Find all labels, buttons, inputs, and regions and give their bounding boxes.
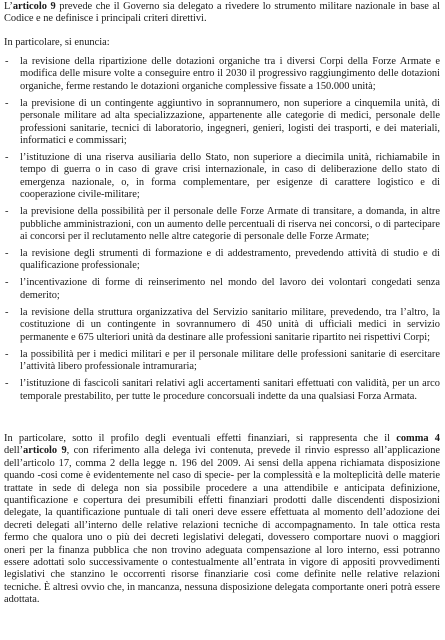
list-item-text: l’istituzione di una riserva ausiliaria dello Stato, non superiore a diecimila unità, richiamabile in tempo di guerra o in caso di grave crisi internazionale, in caso di deliberazione dello stato di emergenza nazionale, o, in forma complementare, per esigenze di carattere logistico e di cooperazione civile-militare; bbox=[20, 152, 440, 201]
closing-comma-ref: comma 4 bbox=[396, 433, 441, 444]
list-item-text: l’incentivazione di forme di reinserimento nel mondo del lavoro dei volontari congedati senza demerito; bbox=[20, 277, 440, 301]
list-item bbox=[4, 56, 440, 93]
list-item bbox=[4, 98, 440, 148]
closing-text-3: , con riferimento alla delega ivi contenuta, prevede il rinvio espresso all’applicazione dell’articolo 17, comma 2 della legge n. 196 del 2009. Ai sensi della appena richiamata disposizione quando -cosi come è evidentemente nel caso di specie- per la complessità e la molteplicità delle materie trattate in sede di delega non sia possibile procedere a una attendibile e anticipata definizione, quantificazione e copertura dei presumibili effetti finanziari prodotti dalle discendenti disposizioni delegate, la quantificazione puntuale di tali oneri deve essere effettuata al momento dell’adozione dei decreti delegati all’interno delle relative relazioni tecniche di accompagnamento. In tale ottica resta fermo che qualora uno o più dei decreti legislativi delegati, dovessero comportare nuovi o maggiori oneri per la finanza pubblica che non trovino adeguata compensazione al loro interno, essi potranno essere adottati solo successivamente o contestualmente all’entrata in vigore di appositi provvedimenti legislativi che stanzino le occorrenti risorse finanziarie così come definite nelle relative relazioni tecniche. È altresì ovvio che, in mancanza, nessuna disposizione delegata comportante oneri potrà essere adottata. bbox=[4, 445, 440, 606]
intro-text: prevede che il Governo sia delegato a rivedere lo strumento militare nazionale in base al Codice e ne definisce i principali criteri direttivi. bbox=[4, 1, 440, 25]
list-item-text: l’istituzione di fascicoli sanitari relativi agli accertamenti sanitari effettuati con validità, per un arco temporale prestabilito, per tutte le procedure concorsuali indette da una qualsiasi Forza Armata. bbox=[20, 378, 440, 402]
closing-paragraph bbox=[4, 433, 440, 607]
bullet-dash: - bbox=[5, 306, 9, 318]
list-item-text: la possibilità per i medici militari e per il personale militare delle professioni sanitarie di esercitare l’attività libero professionale intramuraria; bbox=[20, 348, 440, 373]
bullet-dash: - bbox=[5, 97, 9, 109]
bullet-dash: - bbox=[5, 152, 9, 164]
list-item bbox=[4, 206, 440, 243]
bullet-dash: - bbox=[5, 56, 9, 67]
list-item-text: la previsione della possibilità per il personale delle Forze Armate di transitare, a domanda, in altre pubbliche amministrazioni, con un aumento delle percentuali di riserva nei concorsi, o di partecipare ai concorsi per il reclutamento nelle altre categorie di personale delle Forze Armate; bbox=[20, 206, 440, 243]
intro-paragraph bbox=[4, 1, 440, 26]
criteria-list bbox=[4, 56, 440, 408]
list-item bbox=[4, 152, 440, 202]
bullet-dash: - bbox=[5, 348, 9, 360]
bullet-dash: - bbox=[5, 277, 9, 289]
list-item bbox=[4, 248, 440, 273]
bullet-dash: - bbox=[5, 378, 9, 390]
list-item bbox=[4, 378, 440, 403]
list-item-text: la revisione della ripartizione delle dotazioni organiche tra i diversi Corpi della Forze Armate e modifica delle misure volte a conseguire entro il 2030 il progressivo raggiungimento delle dotazioni organiche, ferme restando le dotazioni organiche complessive fissate a 150.000 unità; bbox=[20, 56, 440, 92]
closing-text-1: In particolare, sotto il profilo degli eventuali effetti finanziari, si rappresenta che il bbox=[4, 433, 397, 444]
list-item-text: la revisione degli strumenti di formazione e di addestramento, prevedendo attività di studio e di qualificazione professionale; bbox=[20, 248, 440, 272]
list-item bbox=[4, 349, 440, 374]
list-item-text: la revisione della struttura organizzativa del Servizio sanitario militare, prevedendo, tra l’altro, la costituzione di un contingente in sovrannumero di 450 unità di ufficiali medici in servizio permanente e 675 ulteriori unità da destinare alle professioni sanitarie ripartito nei rispettivi Corpi; bbox=[20, 306, 440, 343]
closing-text-2: dell’ bbox=[4, 445, 24, 457]
list-item bbox=[4, 307, 440, 344]
intro-lead: L’ bbox=[4, 1, 13, 12]
intro-article-ref: articolo 9 bbox=[12, 1, 56, 12]
bullet-dash: - bbox=[5, 248, 9, 260]
list-item bbox=[4, 277, 440, 302]
closing-article-ref: articolo 9 bbox=[23, 445, 67, 457]
particolare-heading: In particolare, si enuncia: bbox=[4, 37, 110, 48]
bullet-dash: - bbox=[5, 206, 9, 218]
list-item-text: la previsione di un contingente aggiuntivo in soprannumero, non superiore a cinquemila unità, di personale militare ad alta specializzazione, appartenente alle categorie di medici, personale delle professioni sanitarie, tecnici di laboratorio, ingegneri, genieri, logisti dei trasporti, e dei materiali, informatici e commissari; bbox=[20, 97, 440, 147]
